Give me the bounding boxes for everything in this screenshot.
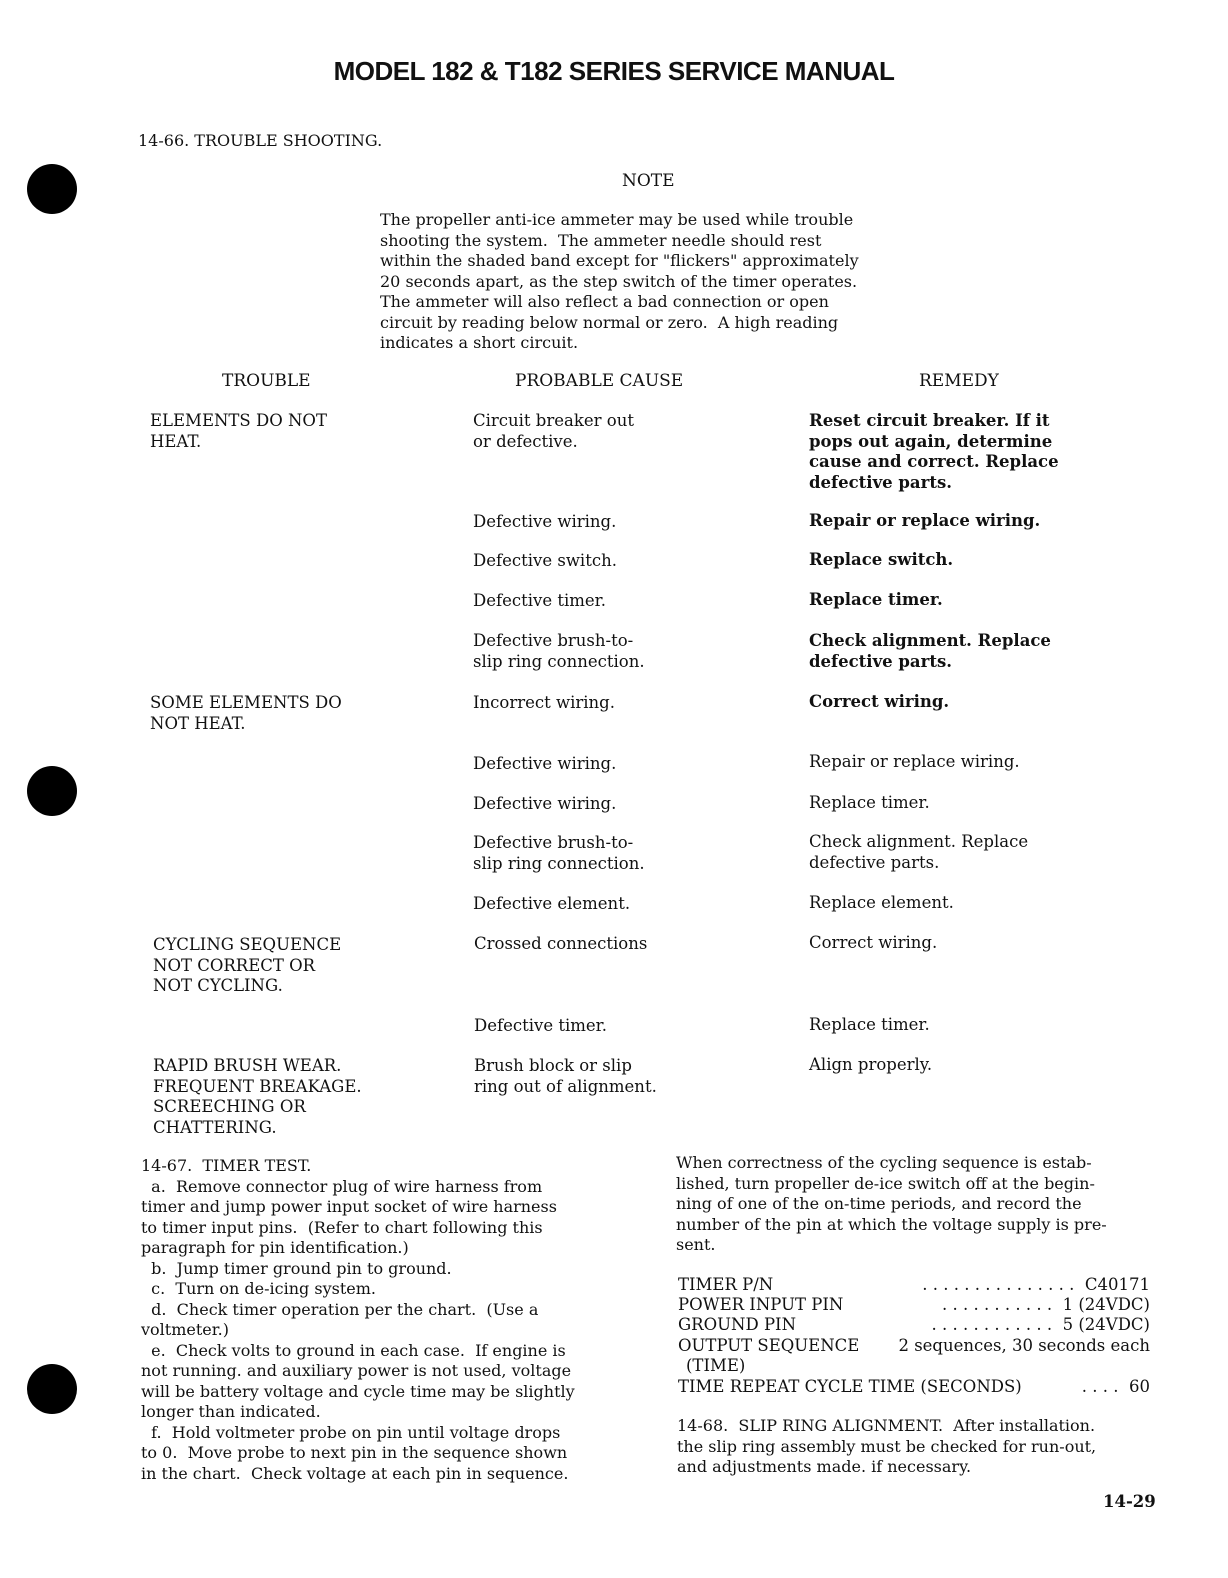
cycling-paragraph (676, 1153, 1107, 1256)
trouble-cell: RAPID BRUSH WEAR. FREQUENT BREAKAGE. SCREECHING OR CHATTERING. (153, 1056, 362, 1137)
cause-cell: Defective timer. (473, 591, 606, 610)
timer-test-line: longer than indicated. (141, 1402, 321, 1421)
cause-cell: Defective timer. (474, 1016, 607, 1035)
slip-ring-line: and adjustments made. if necessary. (677, 1457, 972, 1476)
timer-test-line: in the chart. Check voltage at each pin in sequence. (141, 1463, 569, 1483)
timer-test-line: f. Hold voltmeter probe on pin until voltage drops (141, 1422, 561, 1442)
cycling-line: sent. (676, 1235, 716, 1254)
note-line: within the shaded band except for "flickers" approximately (380, 251, 859, 270)
spec-value: . . . . . . . . . . . 1 (24VDC) (941, 1295, 1150, 1314)
cycling-line: lished, turn propeller de-ice switch off at the begin- (676, 1173, 1095, 1193)
remedy-cell: Check alignment. Replace defective parts. (809, 631, 1051, 671)
cause-cell: Defective element. (473, 894, 631, 913)
note-line: The propeller anti-ice ammeter may be used while trouble (380, 210, 854, 229)
remedy-cell: Reset circuit breaker. If it pops out again, determine cause and correct. Replace defective parts. (809, 411, 1059, 492)
remedy-cell: Replace timer. (809, 793, 930, 812)
timer-test-line: to 0. Move probe to next pin in the sequence shown (141, 1443, 568, 1462)
spec-power-input-pin (678, 1295, 1150, 1316)
spec-value: . . . . . . . . . . . . . . . C40171 (922, 1275, 1150, 1294)
column-header-probable-cause: PROBABLE CAUSE (515, 371, 684, 391)
spec-repeat-cycle (678, 1377, 1150, 1398)
timer-test-line: voltmeter.) (141, 1320, 229, 1339)
spec-label: TIME REPEAT CYCLE TIME (SECONDS) (678, 1377, 1022, 1396)
spec-timer-pn (678, 1275, 1150, 1296)
slip-ring-line: the slip ring assembly must be checked for run-out, (677, 1436, 1097, 1456)
spec-output-sequence (678, 1336, 1150, 1357)
timer-test-line: 14-67. TIMER TEST. (141, 1156, 312, 1175)
note-title: NOTE (622, 171, 675, 191)
timer-test-line: will be battery voltage and cycle time may be slightly (141, 1381, 575, 1401)
cause-cell: Defective switch. (473, 551, 617, 570)
spec-value: . . . . 60 (1081, 1377, 1150, 1396)
binder-hole-bottom (27, 1364, 77, 1414)
timer-test-section (141, 1156, 575, 1484)
timer-test-line: timer and jump power input socket of wire harness (141, 1197, 557, 1216)
binder-hole-top (27, 164, 77, 214)
note-line: circuit by reading below normal or zero. A high reading (380, 312, 839, 332)
spec-label: POWER INPUT PIN (678, 1295, 844, 1314)
cause-cell: Crossed connections (474, 934, 648, 953)
remedy-cell: Align properly. (809, 1055, 933, 1074)
note-line: indicates a short circuit. (380, 333, 579, 352)
cycling-line: ning of one of the on-time periods, and record the (676, 1194, 1082, 1213)
remedy-cell: Correct wiring. (809, 933, 938, 952)
remedy-cell: Replace timer. (809, 1015, 930, 1034)
note-line: The ammeter will also reflect a bad connection or open (380, 292, 829, 311)
remedy-cell: Repair or replace wiring. (809, 752, 1020, 771)
spec-label: TIMER P/N (678, 1275, 774, 1294)
timer-test-line: paragraph for pin identification.) (141, 1238, 409, 1257)
trouble-cell: CYCLING SEQUENCE NOT CORRECT OR NOT CYCLING. (153, 935, 342, 995)
cycling-line: number of the pin at which the voltage supply is pre- (676, 1214, 1107, 1234)
remedy-cell: Replace switch. (809, 550, 954, 569)
spec-label: OUTPUT SEQUENCE (678, 1336, 860, 1355)
timer-test-line: d. Check timer operation per the chart. (Use a (141, 1299, 539, 1319)
page-title: MODEL 182 & T182 SERIES SERVICE MANUAL (333, 56, 895, 86)
trouble-cell: SOME ELEMENTS DO NOT HEAT. (150, 693, 342, 733)
remedy-cell: Replace element. (809, 893, 954, 912)
note-body (380, 210, 859, 354)
slip-ring-section (677, 1416, 1096, 1478)
page-number: 14-29 (1103, 1492, 1156, 1511)
spec-value: . . . . . . . . . . . . 5 (24VDC) (931, 1315, 1150, 1334)
cause-cell: Brush block or slip ring out of alignment. (474, 1056, 657, 1096)
slip-ring-line: 14-68. SLIP RING ALIGNMENT. After installation. (677, 1416, 1096, 1435)
section-heading-trouble-shooting: 14-66. TROUBLE SHOOTING. (138, 131, 383, 150)
binder-hole-middle (27, 766, 77, 816)
spec-value: 2 sequences, 30 seconds each (898, 1336, 1150, 1355)
spec-label: GROUND PIN (678, 1315, 797, 1334)
column-header-trouble: TROUBLE (222, 371, 311, 391)
cause-cell: Defective brush-to- slip ring connection. (473, 631, 645, 671)
remedy-cell: Repair or replace wiring. (809, 511, 1041, 530)
cycling-line: When correctness of the cycling sequence is estab- (676, 1153, 1092, 1172)
note-line: shooting the system. The ammeter needle should rest (380, 230, 822, 250)
remedy-cell: Check alignment. Replace defective parts. (809, 832, 1029, 872)
note-line: 20 seconds apart, as the step switch of the timer operates. (380, 271, 858, 291)
cause-cell: Defective wiring. (473, 794, 617, 813)
timer-test-line: b. Jump timer ground pin to ground. (141, 1258, 452, 1278)
timer-test-line: a. Remove connector plug of wire harness from (141, 1176, 543, 1196)
cause-cell: Defective wiring. (473, 754, 617, 773)
cause-cell: Circuit breaker out or defective. (473, 411, 634, 451)
remedy-cell: Correct wiring. (809, 692, 950, 711)
timer-test-line: to timer input pins. (Refer to chart following this (141, 1217, 543, 1237)
timer-test-line: c. Turn on de-icing system. (141, 1279, 376, 1298)
column-header-remedy: REMEDY (919, 371, 999, 391)
timer-test-line: e. Check volts to ground in each case. If engine is (141, 1340, 566, 1360)
cause-cell: Incorrect wiring. (473, 693, 615, 712)
trouble-cell: ELEMENTS DO NOT HEAT. (150, 411, 327, 451)
spec-output-sequence-sub: (TIME) (686, 1356, 746, 1375)
timer-test-line: not running. and auxiliary power is not used, voltage (141, 1361, 572, 1380)
cause-cell: Defective wiring. (473, 512, 617, 531)
remedy-cell: Replace timer. (809, 590, 943, 609)
spec-ground-pin (678, 1315, 1150, 1336)
cause-cell: Defective brush-to- slip ring connection. (473, 833, 645, 873)
